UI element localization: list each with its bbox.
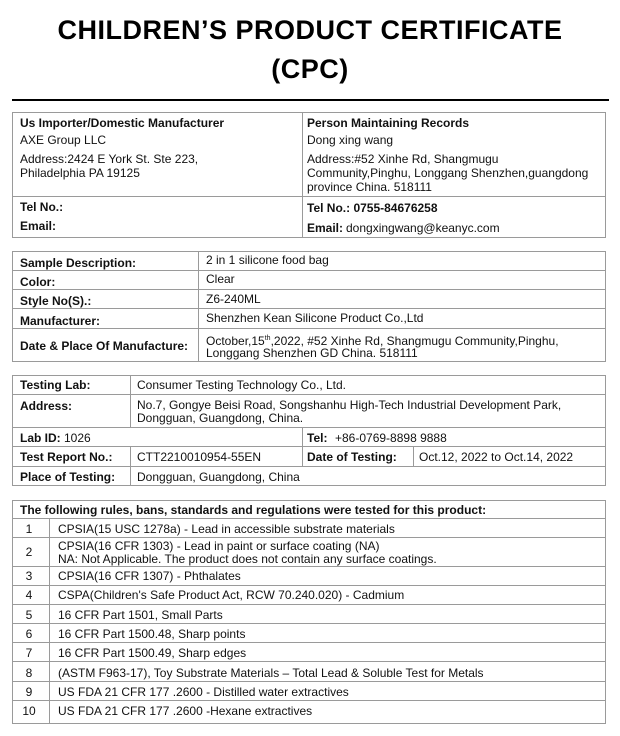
records-email-value[interactable]: dongxingwang@keanyc.com [346, 221, 500, 235]
rule-item: CPSIA(15 USC 1278a) - Lead in accessible substrate materials [58, 522, 395, 536]
rule-item: US FDA 21 CFR 177 .2600 -Hexane extractives [58, 704, 313, 718]
rule-number: 2 [25, 545, 33, 559]
rule-item-note: NA: Not Applicable. The product does not contain any surface coatings. [58, 552, 437, 566]
testing-address-label: Address: [20, 399, 73, 413]
rules-row-divider [12, 661, 606, 662]
rule-number: 3 [25, 569, 33, 583]
test-report-label: Test Report No.: [20, 450, 113, 464]
sample-row-divider [12, 289, 606, 290]
rules-row-divider [12, 604, 606, 605]
sample-desc-value: 2 in 1 silicone food bag [206, 253, 329, 267]
test-place-value: Dongguan, Guangdong, China [137, 470, 300, 484]
row-divider [12, 196, 606, 197]
column-divider [302, 112, 303, 238]
rule-number: 9 [25, 685, 33, 699]
sample-style-label: Style No(S).: [20, 294, 92, 308]
sample-color-label: Color: [20, 275, 56, 289]
rules-number-column-divider [49, 518, 50, 724]
rule-item: CSPA(Children's Safe Product Act, RCW 70.240.020) - Cadmium [58, 588, 405, 602]
rule-item: 16 CFR Part 1500.49, Sharp edges [58, 646, 247, 660]
rules-row-divider [12, 642, 606, 643]
rule-item: CPSIA(16 CFR 1307) - Phthalates [58, 569, 241, 583]
rule-number: 4 [25, 588, 33, 602]
rule-number: 1 [25, 522, 33, 536]
records-address-line3: province China. 518111 [307, 180, 432, 194]
sample-desc-label: Sample Description: [20, 256, 137, 270]
importer-tel-label: Tel No.: [20, 200, 64, 214]
testing-column-divider [302, 427, 303, 467]
rule-item: 16 CFR Part 1500.48, Sharp points [58, 627, 246, 641]
sample-color-value: Clear [206, 272, 235, 286]
sample-row-divider [12, 308, 606, 309]
importer-heading: Us Importer/Domestic Manufacturer [20, 116, 225, 130]
rules-row-divider [12, 585, 606, 586]
records-tel: Tel No.: 0755-84676258 [307, 201, 438, 215]
rule-item: US FDA 21 CFR 177 .2600 - Distilled water extractives [58, 685, 349, 699]
certificate-subtitle: (CPC) [271, 54, 349, 84]
title-divider [12, 99, 609, 101]
rules-row-divider [12, 537, 606, 538]
rules-row-divider [12, 518, 606, 519]
rules-row-divider [12, 700, 606, 701]
sample-mfr-value: Shenzhen Kean Silicone Product Co.,Ltd [206, 311, 424, 325]
records-name: Dong xing wang [307, 133, 394, 147]
records-address-line2: Community,Pinghu, Longgang Shenzhen,guangdong [307, 166, 589, 180]
importer-address-line1: Address:2424 E York St. Ste 223, [20, 152, 199, 166]
rules-row-divider [12, 566, 606, 567]
importer-address-line2: Philadelphia PA 19125 [20, 166, 140, 180]
rule-item: 16 CFR Part 1501, Small Parts [58, 608, 223, 622]
sample-column-divider [198, 251, 199, 362]
sample-date-label: Date & Place Of Manufacture: [20, 339, 189, 353]
testing-row-divider [12, 394, 606, 395]
sample-date-value: October,15th,2022, #52 Xinhe Rd, Shangmugu Community,Pinghu, [206, 334, 559, 348]
records-email-label: Email: [307, 221, 344, 235]
rules-heading: The following rules, bans, standards and regulations were tested for this product: [20, 503, 487, 517]
testing-row-divider [12, 466, 606, 467]
rule-number: 8 [25, 666, 33, 680]
testing-lab-value: Consumer Testing Technology Co., Ltd. [137, 378, 347, 392]
lab-id-value: 1026 [64, 431, 91, 445]
testing-lab-label: Testing Lab: [20, 378, 91, 392]
rules-row-divider [12, 623, 606, 624]
importer-name: AXE Group LLC [20, 133, 107, 147]
test-date-value: Oct.12, 2022 to Oct.14, 2022 [419, 450, 574, 464]
rule-item: CPSIA(16 CFR 1303) - Lead in paint or surface coating (NA) [58, 539, 380, 553]
rule-number: 7 [25, 646, 33, 660]
rule-item: (ASTM F963-17), Toy Substrate Materials – Total Lead & Soluble Test for Metals [58, 666, 484, 680]
testing-tel-label: Tel: [307, 431, 328, 445]
rules-row-divider [12, 681, 606, 682]
test-place-label: Place of Testing: [20, 470, 116, 484]
test-report-value: CTT2210010954-55EN [137, 450, 262, 464]
test-date-label: Date of Testing: [307, 450, 397, 464]
sample-date-value-line2: Longgang Shenzhen GD China. 518111 [206, 346, 418, 360]
rule-number: 5 [25, 608, 33, 622]
sample-style-value: Z6-240ML [206, 292, 261, 306]
sample-mfr-label: Manufacturer: [20, 314, 101, 328]
rule-number: 6 [25, 627, 33, 641]
sample-row-divider [12, 270, 606, 271]
testing-address-line1: No.7, Gongye Beisi Road, Songshanhu High-Tech Industrial Development Park, [137, 398, 562, 412]
importer-email-label: Email: [20, 219, 57, 233]
testing-row-divider [12, 427, 606, 428]
testing-address-line2: Dongguan, Guangdong, China. [137, 411, 304, 425]
testing-tel-value: +86-0769-8898 9888 [335, 431, 447, 445]
certificate-title: CHILDREN’S PRODUCT CERTIFICATE [57, 15, 563, 45]
records-heading: Person Maintaining Records [307, 116, 470, 130]
rule-number: 10 [22, 704, 36, 718]
sample-row-divider [12, 328, 606, 329]
testing-row-divider [12, 446, 606, 447]
testing-column-divider [130, 375, 131, 427]
records-address-line1: Address:#52 Xinhe Rd, Shangmugu [307, 152, 499, 166]
lab-id-label: Lab ID: [20, 431, 61, 445]
testing-column-divider [413, 446, 414, 467]
